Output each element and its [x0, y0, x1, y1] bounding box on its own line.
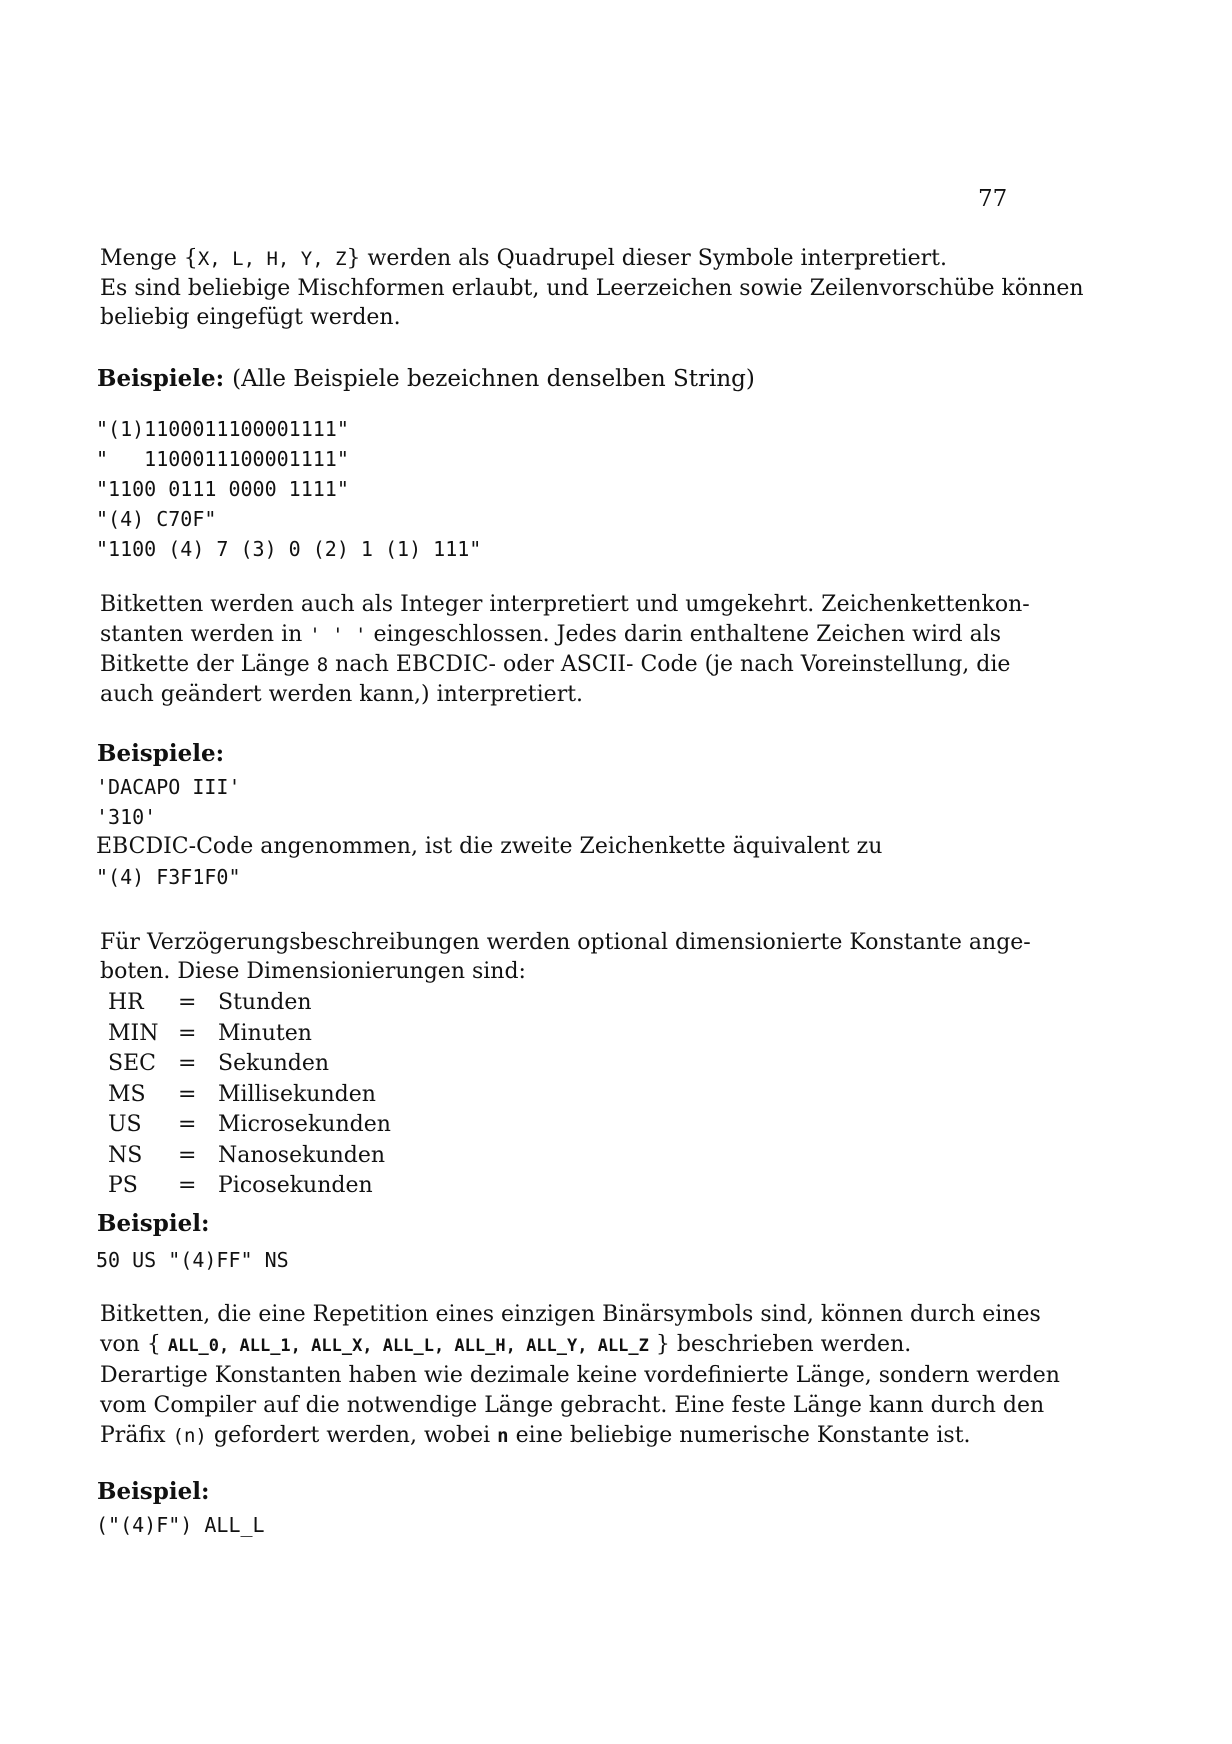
n-variable: n: [497, 1425, 509, 1447]
example-heading-3: Beispiel:: [97, 1210, 210, 1237]
code-line: '310': [96, 805, 157, 829]
dimension-name: Sekunden: [218, 1051, 330, 1076]
para-line: boten. Diese Dimensionierungen sind:: [100, 959, 526, 984]
para-text: eine beliebige numerische Konstante ist.: [515, 1423, 971, 1448]
para-line: [100, 1421, 1020, 1451]
code-line: " 1100011100001111": [96, 447, 349, 471]
para-line: [100, 1330, 1020, 1361]
equals-sign: =: [178, 990, 197, 1015]
dimension-unit: US: [108, 1112, 142, 1137]
para-text: Präfix: [100, 1423, 166, 1448]
dimension-name: Picosekunden: [218, 1173, 373, 1198]
para-text: Bitkette der Länge: [100, 652, 310, 677]
equals-sign: =: [178, 1112, 197, 1137]
equals-sign: =: [178, 1081, 197, 1107]
paragraph-delays: [100, 928, 1031, 986]
dimension-name: Nanosekunden: [218, 1142, 386, 1168]
dimension-unit: NS: [108, 1142, 143, 1168]
page-number: 77: [978, 186, 1008, 212]
para-line: Derartige Konstanten haben wie dezimale keine vordefinierte Länge, sondern werden: [100, 1363, 1060, 1388]
para-line: Für Verzögerungsbeschreibungen werden optional dimensionierte Konstante ange-: [100, 930, 1031, 955]
para-line: Bitketten werden auch als Integer interpretiert und umgekehrt. Zeichenkettenkon-: [100, 592, 1030, 617]
intro-line-2: Es sind beliebige Mischformen erlaubt, und Leerzeichen sowie Zeilenvorschübe können: [100, 276, 1084, 301]
dimension-row: [108, 1019, 391, 1050]
dimension-unit: MS: [108, 1081, 146, 1107]
all-constants: ALL_0, ALL_1, ALL_X, ALL_L, ALL_H, ALL_Y, ALL_Z: [167, 1336, 649, 1356]
para-text: von {: [100, 1332, 161, 1357]
equals-sign: =: [178, 1020, 197, 1046]
code-line: ("(4)F") ALL_L: [96, 1513, 265, 1537]
heading-note: (Alle Beispiele bezeichnen denselben String): [232, 366, 755, 392]
para-text: gefordert werden, wobei: [213, 1423, 491, 1448]
intro-text: Menge {: [100, 246, 198, 271]
examples-heading-2: Beispiele:: [97, 740, 225, 767]
examples-code-2: [96, 772, 883, 892]
para-line: Bitketten, die eine Repetition eines einzigen Binärsymbols sind, können durch eines: [100, 1302, 1041, 1327]
equals-sign: =: [178, 1142, 197, 1168]
para-line: [100, 620, 1020, 650]
paragraph-repetition: [100, 1300, 1060, 1451]
examples-code-1: [96, 414, 696, 564]
heading-label: Beispiele:: [97, 365, 225, 392]
code-line: 'DACAPO III': [96, 775, 241, 799]
equals-sign: =: [178, 1051, 197, 1076]
para-text: stanten werden in: [100, 622, 303, 647]
para-line: auch geändert werden kann,) interpretiert.: [100, 682, 584, 707]
dimension-unit: PS: [108, 1173, 138, 1198]
equals-sign: =: [178, 1173, 197, 1198]
code-line: "(4) F3F1F0": [96, 865, 241, 889]
quote-symbol: ' ' ': [309, 624, 367, 646]
para-text: eingeschlossen. Jedes darin enthaltene Zeichen wird als: [373, 622, 1002, 647]
prefix-code: (n): [172, 1425, 207, 1447]
example-code-4: [96, 1510, 696, 1540]
example-heading-4: Beispiel:: [97, 1478, 210, 1505]
intro-line-1: [100, 244, 1020, 274]
dimension-name: Millisekunden: [218, 1081, 376, 1107]
code-line: "1100 0111 0000 1111": [96, 477, 349, 501]
dimension-name: Microsekunden: [218, 1112, 391, 1137]
example-code-3: [96, 1245, 696, 1275]
code-line: "(1)1100011100001111": [96, 417, 349, 441]
code-line: "(4) C70F": [96, 507, 217, 531]
dimension-row: [108, 988, 391, 1019]
para-text: nach EBCDIC- oder ASCII- Code (je nach Voreinstellung, die: [335, 652, 1011, 677]
symbol-set: X, L, H, Y, Z: [197, 248, 347, 270]
code-line: 50 US "(4)FF" NS: [96, 1248, 289, 1272]
length-value: 8: [316, 654, 329, 676]
para-text: } beschrieben werden.: [655, 1332, 912, 1357]
example-text: EBCDIC-Code angenommen, ist die zweite Zeichenkette äquivalent zu: [96, 834, 883, 859]
paragraph-bitstrings: [100, 590, 1030, 710]
dimension-name: Stunden: [218, 990, 312, 1015]
dimension-row: [108, 1171, 391, 1202]
code-line: "1100 (4) 7 (3) 0 (2) 1 (1) 111": [96, 537, 482, 561]
dimension-unit: SEC: [108, 1051, 156, 1076]
intro-text: } werden als Quadrupel dieser Symbole interpretiert.: [346, 246, 947, 271]
dimension-row: [108, 1080, 391, 1111]
dimensions-list: [108, 988, 391, 1202]
para-line: [100, 650, 1020, 680]
intro-paragraph: [100, 244, 1084, 332]
dimension-name: Minuten: [218, 1020, 312, 1046]
intro-line-3: beliebig eingefügt werden.: [100, 305, 401, 330]
para-line: vom Compiler auf die notwendige Länge gebracht. Eine feste Länge kann durch den: [100, 1393, 1045, 1418]
dimension-row: [108, 1110, 391, 1141]
examples-heading-1: [97, 365, 755, 392]
dimension-row: [108, 1141, 391, 1172]
dimension-row: [108, 1049, 391, 1080]
dimension-unit: MIN: [108, 1020, 159, 1046]
dimension-unit: HR: [108, 990, 144, 1015]
